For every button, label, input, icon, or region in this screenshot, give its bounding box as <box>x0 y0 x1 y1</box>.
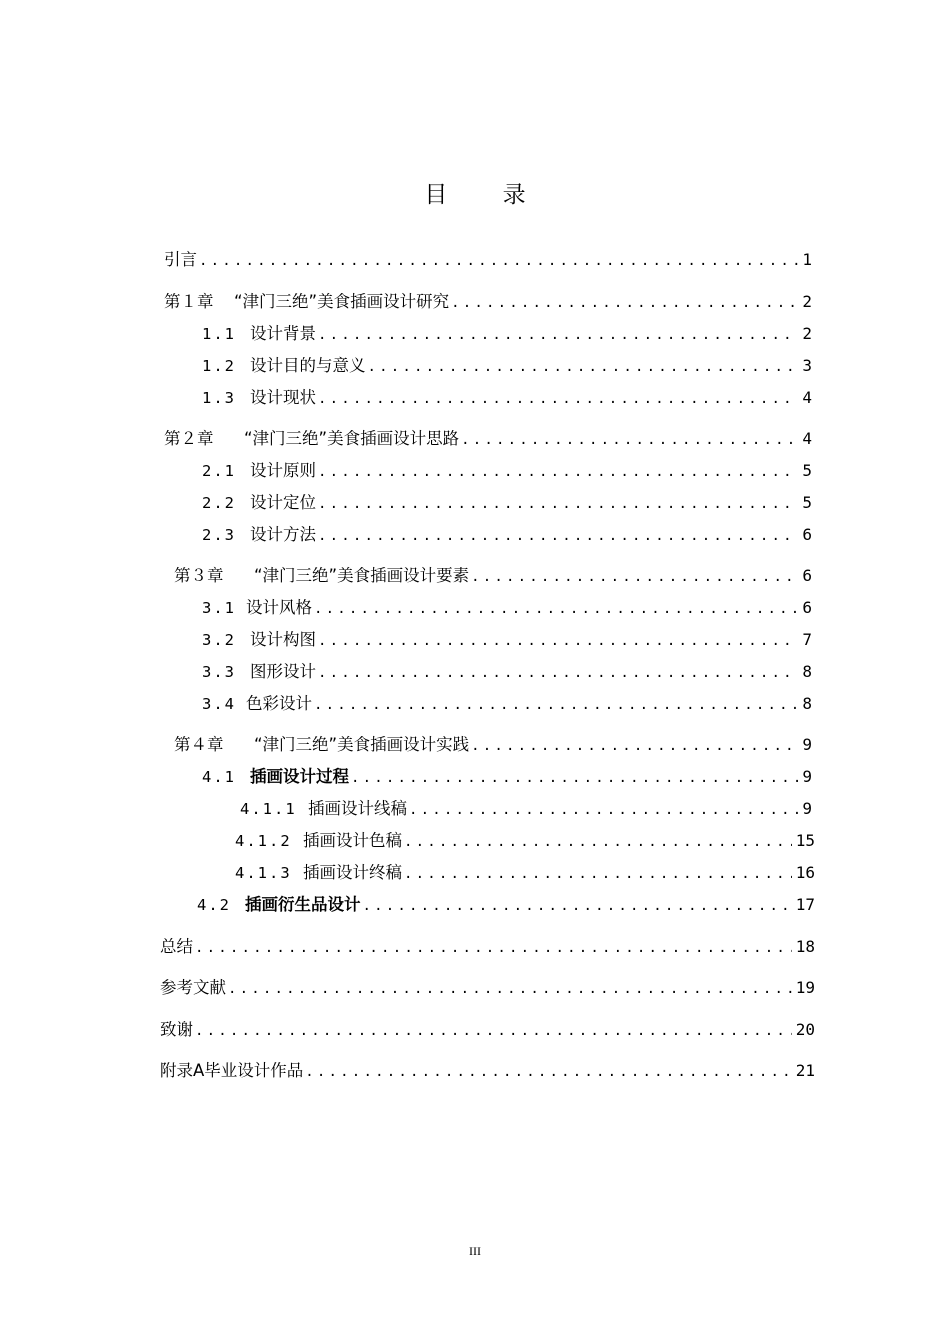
toc-label: “津门三绝”美食插画设计思路 <box>244 429 460 448</box>
toc-entry[interactable] <box>197 893 815 917</box>
toc-label: 设计原则 <box>250 461 316 480</box>
toc-entry[interactable] <box>235 829 815 853</box>
toc-number: 3.3 <box>202 663 236 681</box>
toc-number: 4.1 <box>202 768 236 786</box>
toc-entry[interactable] <box>160 1018 815 1042</box>
toc-leader <box>363 894 792 918</box>
toc-page: 8 <box>802 694 812 713</box>
toc-leader <box>318 524 798 548</box>
toc-entry[interactable] <box>202 660 812 684</box>
toc-label: “津门三绝”美食插画设计要素 <box>254 566 470 585</box>
toc-label: 插画衍生品设计 <box>245 895 361 914</box>
toc-number: 1.1 <box>202 325 236 343</box>
toc-page: 4 <box>802 429 812 448</box>
toc-number: 第４章 <box>174 735 224 754</box>
toc-page: 19 <box>795 978 815 997</box>
toc-page: 7 <box>802 630 812 649</box>
toc-entry[interactable] <box>235 861 815 885</box>
toc-page: 8 <box>802 662 812 681</box>
toc-page: 1 <box>802 250 812 269</box>
toc-number: 第３章 <box>174 566 224 585</box>
toc-entry[interactable] <box>202 692 812 716</box>
toc-number: 1.2 <box>202 357 236 375</box>
toc-leader <box>471 734 798 758</box>
toc-leader <box>305 1060 791 1084</box>
toc-label: 插画设计线稿 <box>308 799 407 818</box>
toc-label: 致谢 <box>160 1020 193 1039</box>
toc-label: 色彩设计 <box>246 694 312 713</box>
toc-entry[interactable] <box>202 628 812 652</box>
toc-entry[interactable] <box>202 354 812 378</box>
toc-number: 2.1 <box>202 462 236 480</box>
toc-leader <box>318 629 798 653</box>
toc-entry[interactable] <box>164 248 812 272</box>
toc-label: 设计目的与意义 <box>250 356 366 375</box>
toc-entry[interactable] <box>240 797 812 821</box>
toc-number: 3.4 <box>202 695 236 713</box>
toc-leader <box>451 291 798 315</box>
toc-label: 总结 <box>160 937 193 956</box>
page-number: III <box>469 1244 481 1258</box>
toc-entry[interactable] <box>202 765 812 789</box>
toc-page: 4 <box>802 388 812 407</box>
toc-leader <box>318 460 798 484</box>
toc-number: 4.1.2 <box>235 832 292 850</box>
toc-entry[interactable] <box>160 935 815 959</box>
toc-leader <box>195 1019 792 1043</box>
toc-leader <box>199 249 798 273</box>
toc-page: 9 <box>802 735 812 754</box>
toc-label: 附录A毕业设计作品 <box>160 1061 304 1080</box>
toc-number: 3.1 <box>202 599 236 617</box>
toc-page: 9 <box>802 767 812 786</box>
toc-label: “津门三绝”美食插画设计实践 <box>254 735 470 754</box>
toc-entry[interactable] <box>160 1059 815 1083</box>
toc-leader <box>404 862 792 886</box>
toc-page: 5 <box>802 493 812 512</box>
page-title: 目 录 <box>424 182 550 208</box>
toc-entry[interactable] <box>164 290 812 314</box>
toc-page: 17 <box>795 895 815 914</box>
toc-page: 6 <box>802 566 812 585</box>
toc-leader <box>314 597 798 621</box>
toc-leader <box>461 428 798 452</box>
toc-label: “津门三绝”美食插画设计研究 <box>234 292 450 311</box>
toc-leader <box>471 565 798 589</box>
toc-number: 3.2 <box>202 631 236 649</box>
toc-number: 第２章 <box>164 429 214 448</box>
toc-leader <box>404 830 792 854</box>
toc-entry[interactable] <box>174 733 812 757</box>
toc-leader <box>318 387 798 411</box>
toc-page: 6 <box>802 598 812 617</box>
toc-entry[interactable] <box>202 491 812 515</box>
toc-entry[interactable] <box>202 322 812 346</box>
toc-number: 2.3 <box>202 526 236 544</box>
toc-entry[interactable] <box>164 427 812 451</box>
toc-page: 16 <box>795 863 815 882</box>
toc-label: 设计风格 <box>246 598 312 617</box>
toc-label: 设计现状 <box>250 388 316 407</box>
toc-leader <box>195 936 792 960</box>
toc-label: 设计构图 <box>250 630 316 649</box>
toc-leader <box>318 661 798 685</box>
toc-page: 21 <box>795 1061 815 1080</box>
toc-entry[interactable] <box>160 976 815 1000</box>
toc-label: 插画设计过程 <box>250 767 349 786</box>
toc-page: 2 <box>802 292 812 311</box>
toc-number: 2.2 <box>202 494 236 512</box>
toc-leader <box>318 323 798 347</box>
toc-page: 9 <box>802 799 812 818</box>
toc-page: 5 <box>802 461 812 480</box>
toc-leader <box>314 693 798 717</box>
toc-label: 参考文献 <box>160 978 226 997</box>
toc-label: 设计背景 <box>250 324 316 343</box>
toc-leader <box>409 798 798 822</box>
toc-number: 4.1.3 <box>235 864 292 882</box>
toc-page: 3 <box>802 356 812 375</box>
toc-number: 4.1.1 <box>240 800 297 818</box>
toc-entry[interactable] <box>202 523 812 547</box>
toc-entry[interactable] <box>174 564 812 588</box>
toc-page: 18 <box>795 937 815 956</box>
toc-page: 20 <box>795 1020 815 1039</box>
toc-label: 引言 <box>164 250 197 269</box>
toc-page: 15 <box>795 831 815 850</box>
toc-number: 第１章 <box>164 292 214 311</box>
toc-page: 6 <box>802 525 812 544</box>
toc-page: 2 <box>802 324 812 343</box>
toc-number: 4.2 <box>197 896 231 914</box>
toc-leader <box>228 977 792 1001</box>
toc-label: 图形设计 <box>250 662 316 681</box>
toc-number: 1.3 <box>202 389 236 407</box>
toc-label: 插画设计色稿 <box>303 831 402 850</box>
toc-label: 设计定位 <box>250 493 316 512</box>
toc-entry[interactable] <box>202 596 812 620</box>
toc-label: 设计方法 <box>250 525 316 544</box>
toc-label: 插画设计终稿 <box>303 863 402 882</box>
toc-leader <box>351 766 798 790</box>
toc-leader <box>318 492 798 516</box>
toc-leader <box>368 355 799 379</box>
toc-entry[interactable] <box>202 459 812 483</box>
toc-entry[interactable] <box>202 386 812 410</box>
